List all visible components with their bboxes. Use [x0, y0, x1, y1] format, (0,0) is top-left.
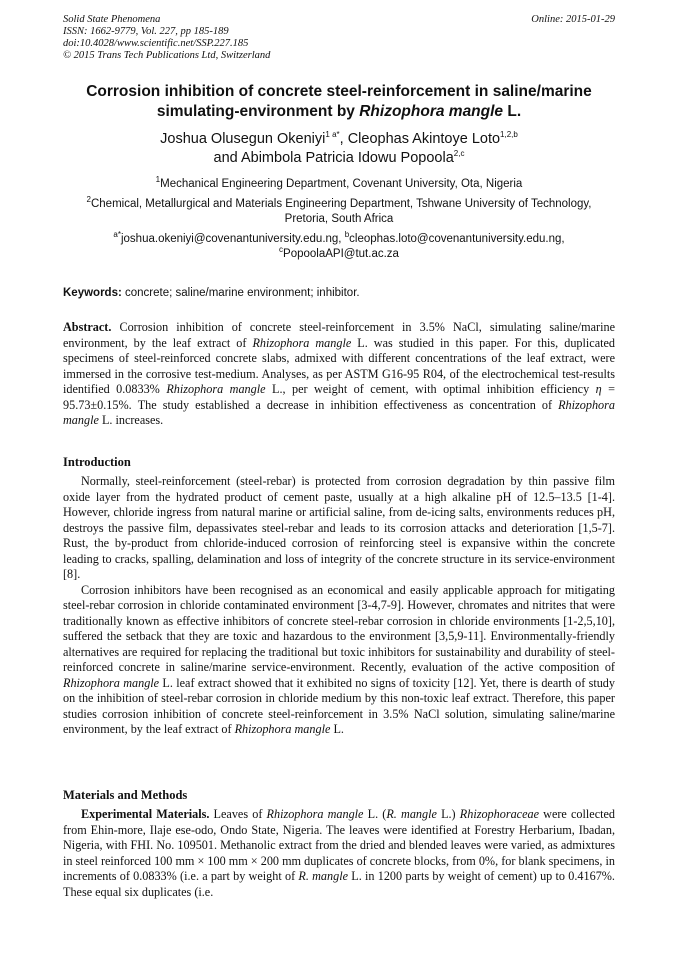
title-suffix: L.	[503, 103, 522, 120]
author-popoola-sup: 2,c	[453, 149, 465, 159]
section-heading-introduction: Introduction	[63, 455, 131, 469]
abstract-text: L. was studied in this paper. For this, duplicated specimens of steel-reinforced concrete slabs, admixed with different concentrations of the leaf extract, were immersed in the corrosive test-medium. Analyses, as per ASTM G16-95 R04, of the electrochemical test-results identified 0.0833%	[63, 335, 616, 396]
email-loto[interactable]: cleophas.loto@covenantuniversity.edu.ng,	[349, 233, 565, 245]
author-popoola: Abimbola Patricia Idowu Popoola	[240, 150, 454, 166]
materials-text: L. (	[363, 807, 387, 821]
intro-paragraph-2	[63, 583, 615, 738]
materials-family: Rhizophoraceae	[459, 807, 539, 821]
title-species: Rhizophora mangle	[359, 103, 504, 120]
materials-species: Rhizophora mangle	[266, 807, 364, 821]
author-list	[60, 130, 618, 168]
materials-species: R. mangle	[298, 869, 349, 883]
abstract-eta-symbol: η	[595, 382, 602, 396]
abstract-text: L., per weight of cement, with optimal inhibition efficiency	[265, 382, 596, 396]
abstract-species: Rhizophora mangle	[63, 397, 615, 427]
affiliation-2	[80, 197, 598, 226]
abstract-text: L. increases.	[98, 413, 164, 427]
email-c-sup: c	[279, 244, 284, 254]
keywords	[63, 286, 615, 300]
affiliation-2-text: Chemical, Metallurgical and Materials Engineering Department, Tshwane University of Technology, Pretoria, South Africa	[90, 198, 592, 225]
intro-text: L.	[330, 722, 344, 736]
author-and: and	[213, 150, 241, 166]
intro-text: Corrosion inhibitors have been recognised as an economical and easily applicable approach for mitigating steel-rebar corrosion in chloride contaminated environment [3-4,7-9]. However, chromates and nitrites that were traditionally known as effective inhibitors of concrete steel-rebar corrosion in chloride environments [1-2,5,10], suffered the setback that they are toxic and hazardous to the environment [3,5,9-11]. Environmentally-friendly alternatives are required for replacing the traditional but toxic inhibitors for sustainability and durability of steel-reinforced concrete in saline/marine service-environment. Recently, evaluation of the active composition of	[63, 582, 615, 674]
journal-doi[interactable]: doi:10.4028/www.scientific.net/SSP.227.185	[63, 38, 249, 49]
abstract-text: Corrosion inhibition of concrete steel-reinforcement in 3.5% NaCl, simulating saline/marine environment, by the leaf extract of	[63, 320, 615, 350]
email-a-sup: a*	[113, 230, 121, 240]
author-separator: ,	[339, 131, 348, 147]
journal-issn: ISSN: 1662-9779, Vol. 227, pp 185-189	[63, 26, 229, 37]
affiliation-1-sup: 1	[155, 175, 161, 185]
section-heading-materials-methods: Materials and Methods	[63, 788, 188, 802]
abstract-species: Rhizophora mangle	[252, 335, 352, 350]
author-loto: Cleophas Akintoye Loto	[347, 131, 501, 147]
materials-text: L. in 1200 parts by weight of cement) up to 0.4167%. These equal six duplicates (i.e.	[63, 869, 615, 899]
paper-title	[60, 82, 618, 122]
abstract-label: Abstract.	[63, 320, 112, 334]
abstract-text: = 95.73±0.15%. The study established a decrease in inhibition effectiveness as concentration of	[63, 382, 616, 412]
intro-text: L. leaf extract showed that it exhibited no signs of toxicity [12]. Yet, there is dearth of study on the inhibition of steel-rebar corrosion in chloride medium by this non-toxic leaf extract. Therefore, this paper studies corrosion inhibition of concrete steel-reinforcement in 3.5% NaCl solution, simulating saline/marine environment, by the leaf extract of	[63, 675, 615, 736]
keywords-label: Keywords:	[63, 287, 122, 299]
email-okeniyi[interactable]: joshua.okeniyi@covenantuniversity.edu.ng,	[120, 233, 345, 245]
materials-text: Leaves of	[209, 807, 267, 821]
title-text: Corrosion inhibition of concrete steel-reinforcement in saline/marine simulating-environment by	[86, 83, 592, 120]
affiliation-1	[80, 177, 598, 192]
affiliation-1-text: Mechanical Engineering Department, Covenant University, Ota, Nigeria	[160, 178, 523, 190]
intro-species: Rhizophora mangle	[234, 722, 331, 736]
materials-species: R. mangle	[386, 807, 437, 821]
abstract-paragraph	[63, 320, 615, 429]
introduction-section	[63, 474, 615, 738]
email-b-sup: b	[344, 230, 350, 240]
journal-header	[63, 14, 270, 62]
online-date: Online: 2015-01-29	[531, 14, 615, 25]
materials-text: were collected from Ehin-more, Ilaje ese-odo, Ondo State, Nigeria. The leaves were identified at Forestry Herbarium, Ibadan, Nigeria, with FHI. No. 109501. Methanolic extract from the dried and blended leaves were varied, as admixtures in steel reinforced 100 mm × 100 mm × 200 mm duplicates of concrete blocks, from 0%, for blank specimens, in increments of 0.0833% (i.e. a part by weight of	[63, 807, 615, 883]
materials-subheading: Experimental Materials.	[81, 807, 210, 821]
materials-text: L.)	[436, 807, 460, 821]
author-loto-sup: 1,2,b	[500, 130, 518, 140]
abstract-species: Rhizophora mangle	[166, 382, 266, 396]
author-okeniyi-sup: 1 a*	[325, 130, 340, 140]
affiliation-2-sup: 2	[86, 195, 91, 205]
materials-paragraph	[63, 807, 615, 900]
intro-paragraph-1: Normally, steel-reinforcement (steel-rebar) is protected from corrosion degradation by thin passive film oxide layer from the hydrated product of cement paste, usually at a high alkaline pH of 12.5–13.5 [1-4]. However, chloride ingress from natural marine or artificial saline, from de-icing salts, environments reduces pH, destroys the passive film, depassivates steel-rebar and leads to its corrosion attacks and deterioration [1,5-7]. Rust, the by-product from chloride-induced corrosion of reinforcing steel is expansive within the concrete leading to cracks, spalling, delamination and loss of integrity of the concrete structure in its service-environment [8].	[63, 474, 615, 581]
author-okeniyi: Joshua Olusegun Okeniyi	[160, 131, 326, 147]
author-emails	[80, 232, 598, 261]
keywords-text: concrete; saline/marine environment; inhibitor.	[121, 287, 360, 299]
email-popoola[interactable]: PopoolaAPI@tut.ac.za	[283, 247, 399, 260]
intro-species: Rhizophora mangle	[63, 675, 160, 690]
journal-name: Solid State Phenomena	[63, 14, 161, 25]
journal-copyright: © 2015 Trans Tech Publications Ltd, Switzerland	[63, 50, 271, 61]
